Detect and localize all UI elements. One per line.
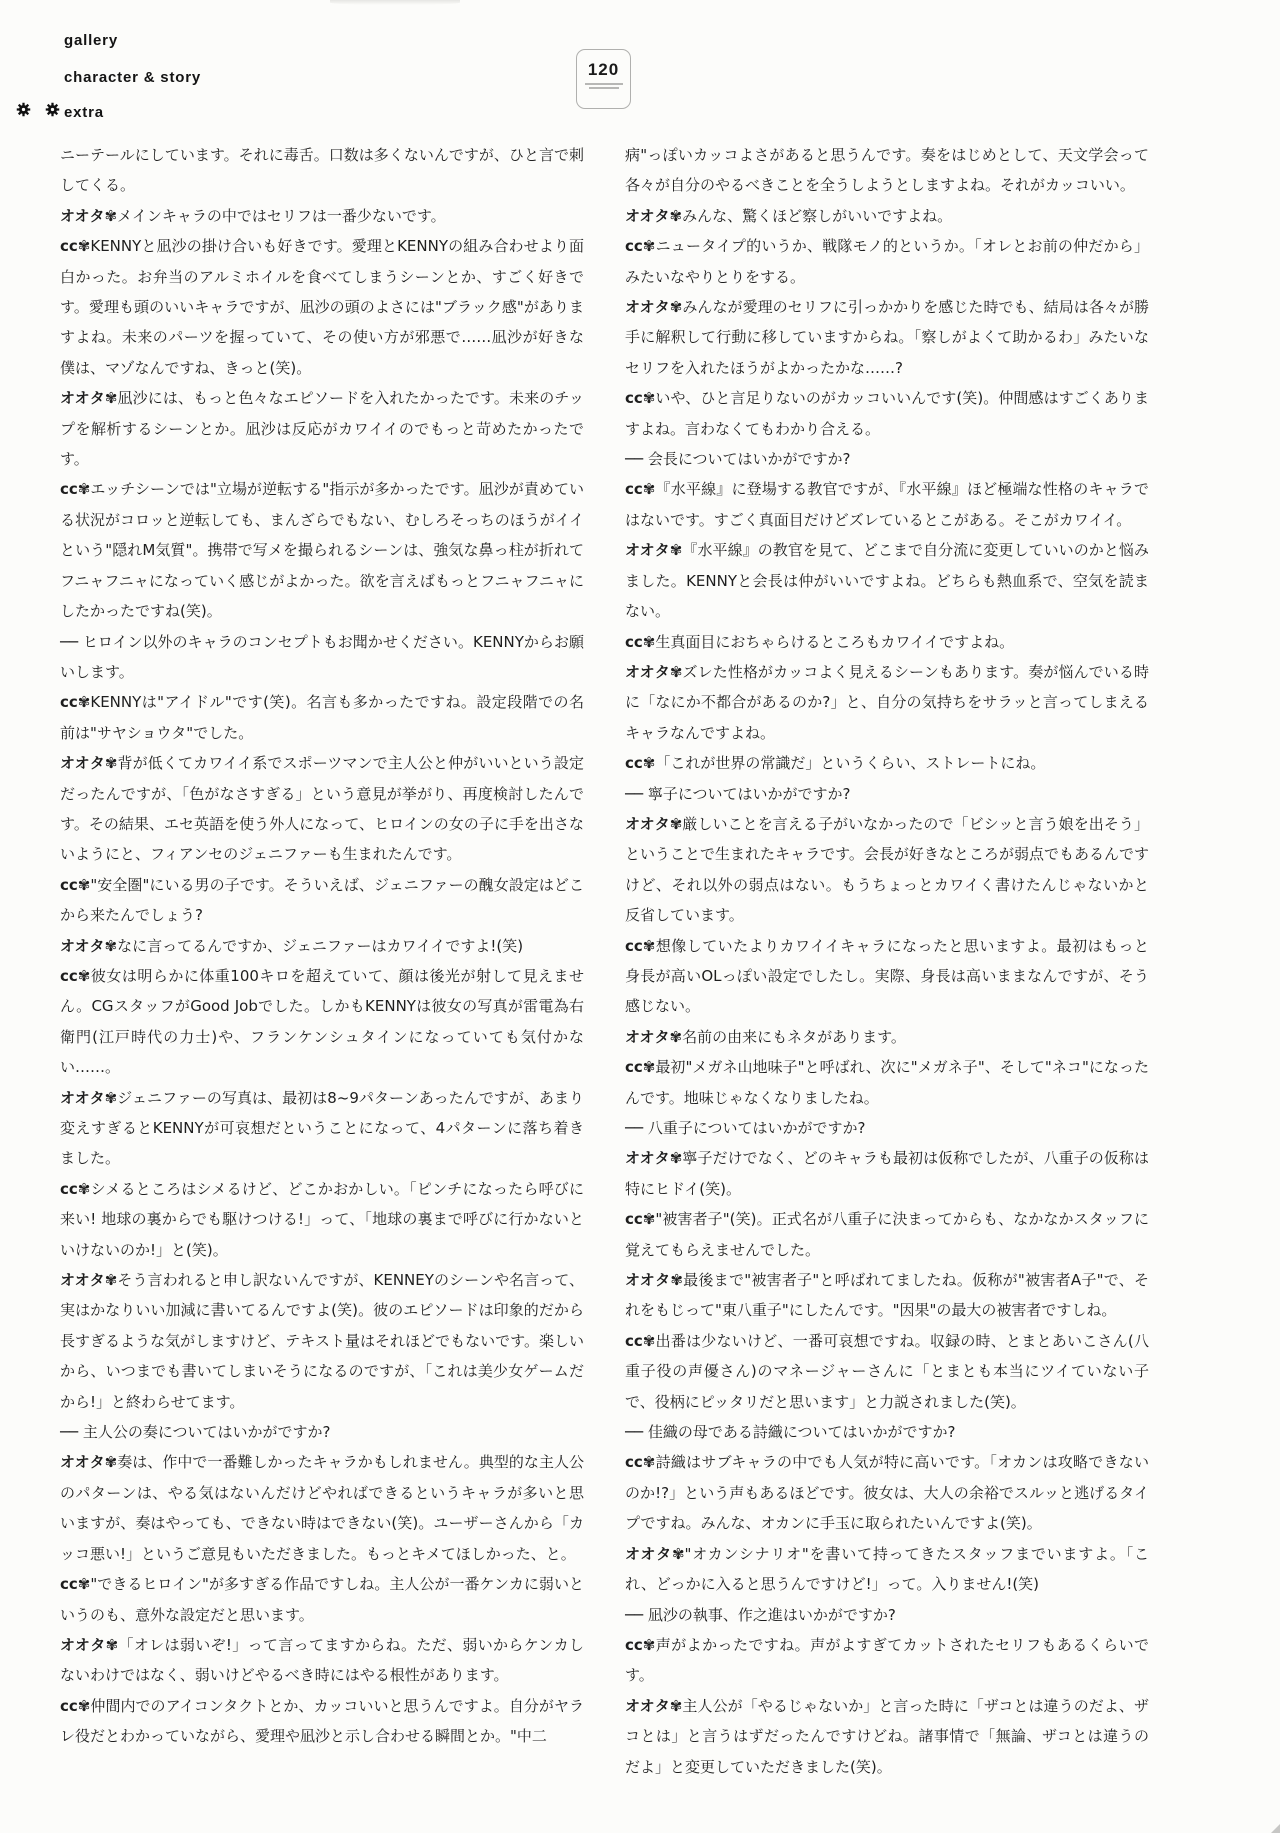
- paragraph-text: ── 八重子についてはいかがですか?: [625, 1119, 866, 1137]
- speaker-label: オオタ✾: [60, 936, 118, 955]
- speaker-label: cc✾: [60, 875, 91, 894]
- interview-paragraph: [60, 961, 584, 1083]
- interview-paragraph: [60, 931, 584, 961]
- speaker-label: cc✾: [60, 693, 91, 712]
- speaker-label: cc✾: [625, 936, 656, 955]
- paragraph-text: ── ヒロイン以外のキャラのコンセプトもお聞かせください。KENNYからお願いします。: [60, 632, 584, 681]
- speaker-label: cc✾: [625, 1210, 656, 1229]
- paragraph-text: 奏は、作中で一番難しかったキャラかもしれません。典型的な主人公のパターンは、やる気はないんだけどやればできるというキャラが多いと思いますが、奏はやっても、できない時はできない(笑)。ユーザーさんから「カッコ悪い!」というご意見もいただきました。もっとキメてほしかった、と。: [60, 1453, 585, 1563]
- nav-item-extra: extra: [64, 104, 104, 121]
- speaker-label: オオタ✾: [60, 754, 118, 773]
- paragraph-text: "安全圏"にいる男の子です。そういえば、ジェニファーの醜女設定はどこから来たんでしょう?: [60, 875, 584, 925]
- interview-paragraph: [625, 748, 1149, 778]
- interview-paragraph: [625, 1113, 1149, 1143]
- paragraph-text: 名前の由来にもネタがあります。: [682, 1027, 906, 1046]
- speaker-label: cc✾: [60, 1179, 91, 1198]
- interview-paragraph: [625, 1417, 1149, 1447]
- interview-paragraph: [60, 201, 584, 231]
- paragraph-text: KENNYと凪沙の掛け合いも好きです。愛理とKENNYの組み合わせより面白かった。お弁当のアルミホイルを食べてしまうシーンとか、すごく好きです。愛理も頭のいいキャラですが、凪沙の頭のよさには"ブラック感"がありますよね。未来のパーツを握っていて、その使い方が邪悪で……凪沙が好きな僕は、マゾなんですね、きっと(笑)。: [60, 237, 584, 377]
- interview-paragraph: [60, 1417, 584, 1447]
- interview-paragraph: [625, 809, 1149, 931]
- nav-item-gallery: gallery: [64, 32, 118, 49]
- paragraph-text: メインキャラの中ではセリフは一番少ないです。: [117, 206, 446, 225]
- speaker-label: オオタ✾: [60, 1453, 118, 1472]
- page-number: 120: [587, 60, 620, 79]
- interview-column-right: [625, 140, 1149, 1782]
- interview-paragraph: [625, 779, 1149, 809]
- paragraph-text: ── 寧子についてはいかがですか?: [625, 784, 851, 803]
- speaker-label: cc✾: [625, 237, 656, 256]
- speaker-label: オオタ✾: [625, 206, 683, 225]
- speaker-label: cc✾: [60, 480, 91, 499]
- interview-paragraph: [60, 1630, 584, 1691]
- paragraph-text: "被害者子"(笑)。正式名が八重子に決まってからも、なかなかスタッフに覚えてもらえませんでした。: [625, 1210, 1149, 1259]
- interview-paragraph: [625, 535, 1149, 626]
- interview-paragraph: [625, 1447, 1149, 1538]
- interview-paragraph: [60, 748, 584, 870]
- interview-paragraph: [60, 474, 584, 626]
- speaker-label: オオタ✾: [625, 1149, 683, 1168]
- paragraph-text: 想像していたよりカワイイキャラになったと思いますよ。最初はもっと身長が高いOLっぽい設定でしたし。実際、身長は高いままなんですが、そう感じない。: [625, 936, 1149, 1016]
- interview-paragraph: [60, 231, 584, 383]
- interview-paragraph: [60, 1174, 584, 1265]
- paragraph-text: 『水平線』の教官を見て、どこまで自分流に変更していいのかと悩みました。KENNYと会長は仲がいいですよね。どちらも熱血系で、空気を読まない。: [625, 541, 1149, 621]
- interview-paragraph: [625, 1630, 1149, 1691]
- interview-paragraph: [625, 1326, 1149, 1417]
- flower-icon: [45, 102, 60, 117]
- speaker-label: cc✾: [625, 1058, 656, 1077]
- speaker-label: オオタ✾: [60, 389, 118, 408]
- paragraph-text: 彼女は明らかに体重100キロを超えていて、顔は後光が射して見えません。CGスタッフがGood Jobでした。しかもKENNYは彼女の写真が雷電為右衛門(江戸時代の力士)や、フランケンシュタインになっていても気付かない……。: [60, 966, 584, 1077]
- paragraph-text: ── 凪沙の執事、作之進はいかがですか?: [625, 1605, 896, 1624]
- interview-paragraph: [60, 1265, 584, 1417]
- interview-paragraph: [625, 1204, 1149, 1265]
- paragraph-text: 寧子だけでなく、どのキャラも最初は仮称でしたが、八重子の仮称は特にヒドイ(笑)。: [625, 1149, 1149, 1198]
- paragraph-text: ── 主人公の奏についてはいかがですか?: [60, 1423, 331, 1442]
- interview-paragraph: [625, 1539, 1149, 1600]
- page-number-caption: [589, 87, 619, 89]
- paragraph-text: 声がよかったですね。声がよすぎてカットされたセリフもあるくらいです。: [625, 1635, 1149, 1685]
- speaker-label: cc✾: [625, 389, 656, 408]
- paragraph-text: そう言われると申し訳ないんですが、KENNEYのシーンや名言って、実はかなりいい加減に書いてるんですよ(笑)。彼のエピソードは印象的だから長すぎるような気がしますけど、テキスト量はそれほどでもないです。楽しいから、いつまでも書いてしまいそうになるのですが、「これは美少女ゲームだから!」と終わらせてます。: [60, 1271, 584, 1411]
- speaker-label: オオタ✾: [625, 1271, 683, 1290]
- paragraph-text: エッチシーンでは"立場が逆転する"指示が多かったです。凪沙が責めている状況がコロッと逆転しても、まんざらでもない、むしろそっちのほうがイイという"隠れM気質"。携帯で写メを撮られるシーンは、強気な鼻っ柱が折れてフニャフニャになっていく感じがよかった。欲を言えばもっとフニャフニャにしたかったですね(笑)。: [60, 480, 584, 621]
- speaker-label: cc✾: [625, 632, 656, 651]
- paragraph-text: 厳しいことを言える子がいなかったので「ビシッと言う娘を出そう」ということで生まれたキャラです。会長が好きなところが弱点でもあるんですけど、それ以外の弱点はない。もうちょっとカワイく書けたんじゃないかと反省しています。: [625, 814, 1149, 925]
- speaker-label: オオタ✾: [625, 1027, 683, 1046]
- paragraph-text: ニュータイプ的いうか、戦隊モノ的というか。「オレとお前の仲だから」みたいなやりとりをする。: [625, 237, 1149, 286]
- paragraph-text: 病"っぽいカッコよさがあると思うんです。奏をはじめとして、天文学会って各々が自分のやるべきことを全うしようとしますよね。それがカッコいい。: [625, 146, 1149, 195]
- interview-paragraph: [625, 201, 1149, 231]
- paragraph-text: 『水平線』に登場する教官ですが、『水平線』ほど極端な性格のキャラではないです。すごく真面目だけどズレているとこがある。そこがカワイイ。: [625, 480, 1149, 529]
- interview-paragraph: [60, 1083, 584, 1174]
- speaker-label: オオタ✾: [625, 1696, 683, 1715]
- paragraph-text: みんなが愛理のセリフに引っかかりを感じた時でも、結局は各々が勝手に解釈して行動に移していますからね。「察しがよくて助かるわ」みたいなセリフを入れたほうがよかったかな……?: [625, 298, 1149, 377]
- interview-paragraph: [625, 383, 1149, 444]
- interview-paragraph: [60, 1569, 584, 1630]
- interview-paragraph: [625, 657, 1149, 748]
- paragraph-text: 凪沙には、もっと色々なエピソードを入れたかったです。未来のチップを解析するシーンとか。凪沙は反応がカワイイのでもっと苛めたかったです。: [60, 389, 584, 469]
- page-number-caption: [585, 83, 623, 85]
- paragraph-text: "オカンシナリオ"を書いて持ってきたスタッフまでいますよ。「これ、どっかに入ると思うんですけど!」って。入りません!(笑): [625, 1544, 1150, 1594]
- speaker-label: cc✾: [625, 1331, 656, 1350]
- speaker-label: オオタ✾: [60, 1271, 118, 1290]
- paragraph-text: 詩織はサブキャラの中でも人気が特に高いです。「オカンは攻略できないのか!?」という声もあるほどです。彼女は、大人の余裕でスルッと逃げるタイプですね。みんな、オカンに手玉に取られたいんですよ(笑)。: [625, 1453, 1149, 1533]
- speaker-label: オオタ✾: [625, 541, 683, 560]
- paragraph-text: "できるヒロイン"が多すぎる作品ですしね。主人公が一番ケンカに弱いというのも、意外な設定だと思います。: [60, 1575, 584, 1624]
- paragraph-text: ニーテールにしています。それに毒舌。口数は多くないんですが、ひと言で刺してくる。: [60, 146, 584, 195]
- speaker-label: オオタ✾: [60, 1088, 118, 1107]
- speaker-label: オオタ✾: [625, 662, 683, 681]
- interview-paragraph: [625, 140, 1149, 201]
- paragraph-text: ズレた性格がカッコよく見えるシーンもあります。奏が悩んでいる時に「なにか不都合があるのか?」と、自分の気持ちをサラッと言ってしまえるキャラなんですよね。: [625, 662, 1149, 742]
- paragraph-text: ジェニファーの写真は、最初は8~9パターンあったんですが、あまり変えすぎるとKENNYが可哀想だということになって、4パターンに落ち着きました。: [60, 1088, 584, 1168]
- speaker-label: オオタ✾: [625, 298, 683, 317]
- interview-paragraph: [60, 627, 584, 688]
- speaker-label: cc✾: [60, 1696, 91, 1715]
- interview-paragraph: [60, 140, 584, 201]
- paragraph-text: ── 佳織の母である詩織についてはいかがですか?: [625, 1423, 956, 1442]
- interview-paragraph: [60, 687, 584, 748]
- interview-paragraph: [625, 1691, 1149, 1782]
- page-corner-mark: [1271, 1824, 1280, 1833]
- interview-paragraph: [625, 931, 1149, 1022]
- paragraph-text: 最後まで"被害者子"と呼ばれてましたね。仮称が"被害者A子"で、それをもじって"東八重子"にしたんです。"因果"の最大の被害者ですしね。: [625, 1271, 1150, 1320]
- paragraph-text: いや、ひと言足りないのがカッコいいんです(笑)。仲間感はすごくありますよね。言わなくてもわかり合える。: [625, 389, 1149, 438]
- page-number-box: [576, 49, 631, 109]
- interview-paragraph: [60, 1691, 584, 1752]
- paragraph-text: 背が低くてカワイイ系でスポーツマンで主人公と仲がいいという設定だったんですが、「色がなさすぎる」という意見が挙がり、再度検討したんです。その結果、エセ英語を使う外人になって、ヒロインの女の子に手を出さないようにと、フィアンセのジェニファーも生まれたんです。: [60, 754, 584, 864]
- interview-paragraph: [625, 1022, 1149, 1052]
- interview-paragraph: [60, 870, 584, 931]
- interview-paragraph: [625, 292, 1149, 383]
- interview-paragraph: [625, 231, 1149, 292]
- speaker-label: オオタ✾: [60, 1635, 119, 1654]
- speaker-label: cc✾: [60, 1575, 91, 1594]
- paragraph-text: ── 会長についてはいかがですか?: [625, 450, 851, 469]
- speaker-label: cc✾: [625, 1635, 656, 1654]
- paragraph-text: なに言ってるんですか、ジェニファーはカワイイですよ!(笑): [117, 936, 524, 955]
- speaker-label: オオタ✾: [625, 1544, 685, 1563]
- speaker-label: オオタ✾: [625, 814, 683, 833]
- paragraph-text: 「これが世界の常識だ」というくらい、ストレートにね。: [655, 754, 1046, 773]
- interview-paragraph: [625, 1265, 1149, 1326]
- interview-paragraph: [625, 1052, 1149, 1113]
- interview-paragraph: [625, 444, 1149, 474]
- speaker-label: cc✾: [60, 237, 91, 256]
- paragraph-text: 生真面目におちゃらけるところもカワイイですよね。: [655, 632, 1015, 651]
- interview-column-left: [60, 140, 584, 1752]
- speaker-label: cc✾: [625, 1453, 656, 1472]
- scan-smudge: [330, 0, 460, 5]
- paragraph-text: 仲間内でのアイコンタクトとか、カッコいいと思うんですよ。自分がヤラレ役だとわかっていながら、愛理や凪沙と示し合わせる瞬間とか。"中二: [60, 1696, 584, 1746]
- speaker-label: cc✾: [625, 480, 656, 499]
- interview-paragraph: [625, 1600, 1149, 1630]
- interview-paragraph: [625, 627, 1149, 657]
- speaker-label: cc✾: [60, 966, 91, 985]
- speaker-label: cc✾: [625, 754, 656, 773]
- paragraph-text: 主人公が「やるじゃないか」と言った時に「ザコとは違うのだよ、ザコとは」と言うはずだったんですけどね。諸事情で「無論、ザコとは違うのだよ」と変更していただきました(笑)。: [625, 1696, 1149, 1776]
- paragraph-text: KENNYは"アイドル"です(笑)。名言も多かったですね。設定段階での名前は"サヤショウタ"でした。: [60, 693, 584, 742]
- paragraph-text: みんな、驚くほど察しがいいですよね。: [682, 206, 953, 225]
- nav-item-character-story: character & story: [64, 69, 201, 86]
- interview-paragraph: [625, 1143, 1149, 1204]
- flower-icon: [16, 102, 31, 117]
- speaker-label: オオタ✾: [60, 206, 118, 225]
- paragraph-text: 最初"メガネ山地味子"と呼ばれ、次に"メガネ子"、そして"ネコ"になったんです。地味じゃなくなりましたね。: [625, 1058, 1149, 1107]
- paragraph-text: 出番は少ないけど、一番可哀想ですね。収録の時、とまとあいこさん(八重子役の声優さん)のマネージャーさんに「とまとも本当にツイていない子で、役柄にピッタリだと思います」と力説されました(笑)。: [625, 1331, 1149, 1411]
- paragraph-text: 「オレは弱いぞ!」って言ってますからね。ただ、弱いからケンカしないわけではなく、弱いけどやるべき時にはやる根性があります。: [60, 1635, 584, 1685]
- interview-paragraph: [60, 383, 584, 474]
- interview-paragraph: [60, 1447, 584, 1569]
- paragraph-text: シメるところはシメるけど、どこかおかしい。「ピンチになったら呼びに来い! 地球の裏からでも駆けつける!」って、「地球の裏まで呼びに行かないといけないのか!」と(笑)。: [60, 1179, 584, 1259]
- interview-paragraph: [625, 474, 1149, 535]
